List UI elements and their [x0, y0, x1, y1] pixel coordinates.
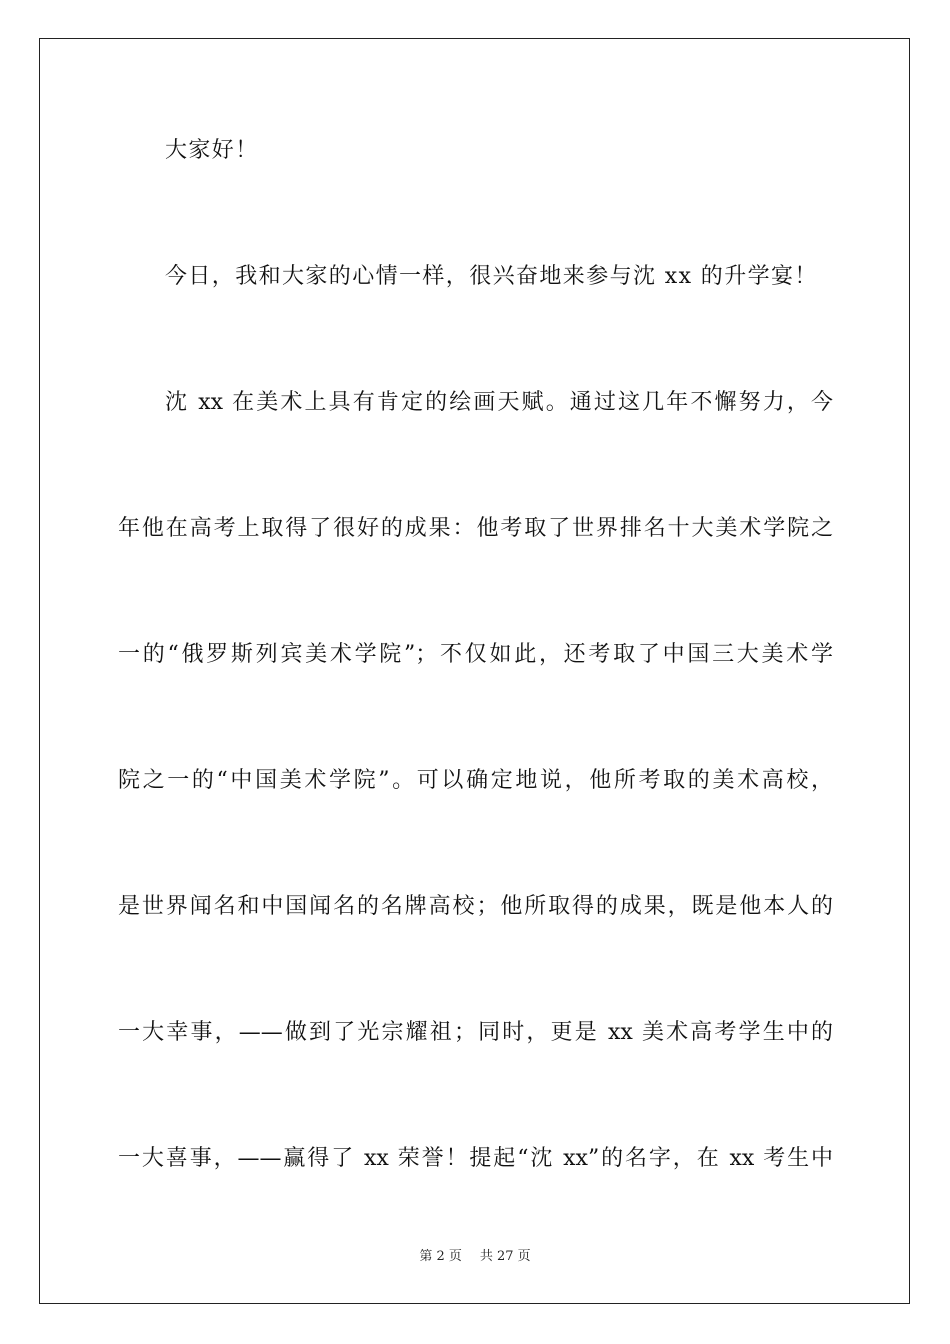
- paragraph-line: 年他在高考上取得了很好的成果：他考取了世界排名十大美术学院之: [118, 516, 833, 541]
- paragraph-line: 是世界闻名和中国闻名的名牌高校；他所取得的成果，既是他本人的: [118, 894, 833, 919]
- paragraph-line: 一的“俄罗斯列宾美术学院”；不仅如此，还考取了中国三大美术学: [118, 642, 833, 667]
- paragraph-line: 一大幸事，——做到了光宗耀祖；同时，更是 xx 美术高考学生中的: [118, 1020, 833, 1045]
- paragraph-line: 沈 xx 在美术上具有肯定的绘画天赋。通过这几年不懈努力，今: [165, 390, 833, 415]
- page-number: 第 2 页: [419, 1249, 462, 1264]
- paragraph-line: 今日，我和大家的心情一样，很兴奋地来参与沈 xx 的升学宴！: [165, 264, 818, 289]
- page-frame: [39, 38, 910, 1304]
- page-total: 共 27 页: [479, 1249, 531, 1264]
- greeting-line: 大家好！: [165, 138, 259, 163]
- paragraph-line: 一大喜事，——赢得了 xx 荣誉！提起“沈 xx”的名字，在 xx 考生中: [118, 1146, 833, 1171]
- page-footer: [0, 1248, 950, 1266]
- paragraph-line: 院之一的“中国美术学院”。可以确定地说，他所考取的美术高校，: [118, 768, 833, 793]
